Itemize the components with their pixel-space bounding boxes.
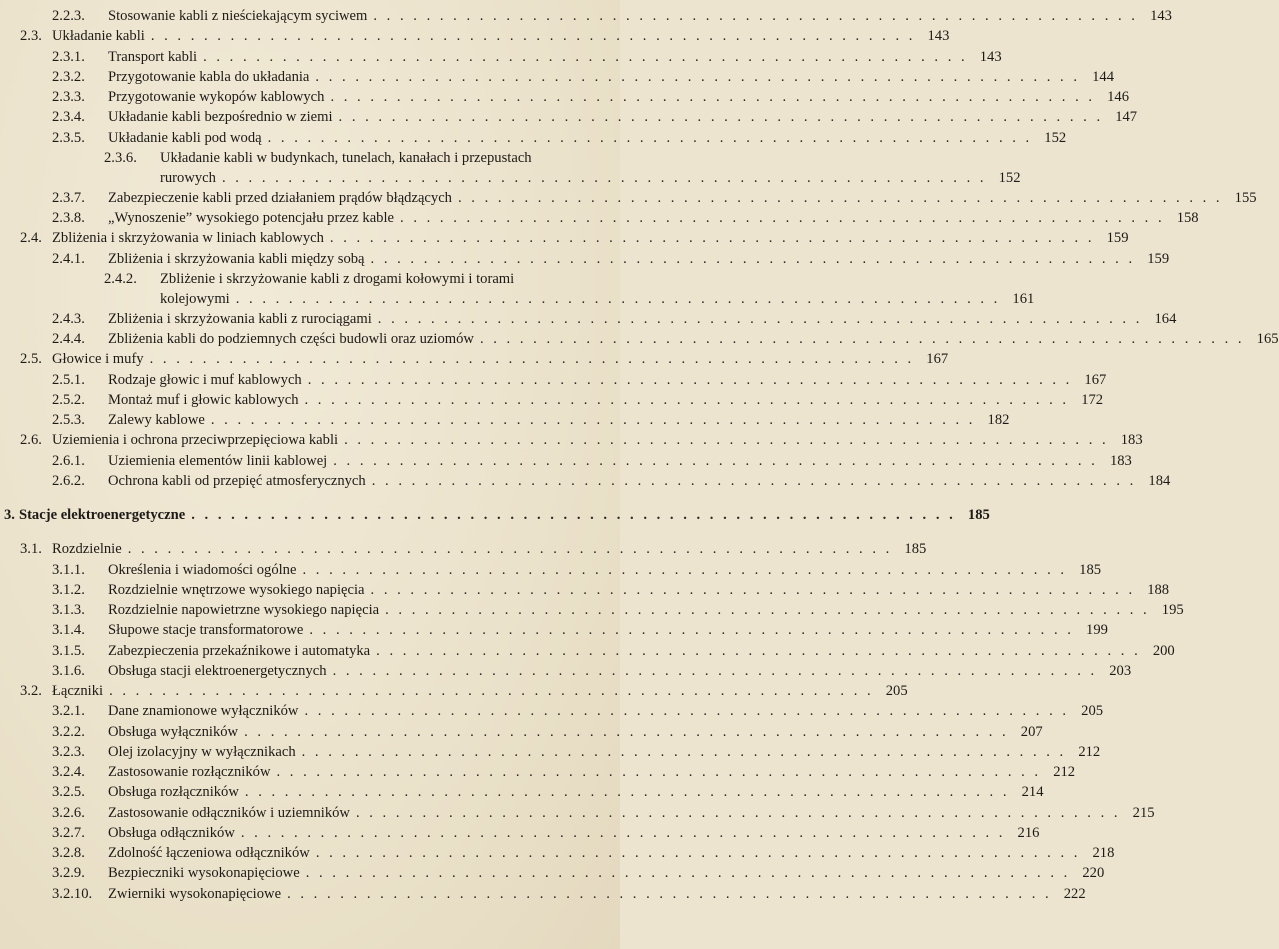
section-number: 2.4.2. (104, 270, 137, 287)
section-number: 2.5.1. (52, 371, 85, 388)
section-number: 3.1.1. (52, 561, 85, 578)
toc-entry (0, 26, 950, 46)
section-number: 2.2.3. (52, 8, 85, 24)
section-number: 2.4. (20, 230, 42, 247)
section-title: „Wynoszenie” wysokiego potencjału przez kable (108, 210, 395, 226)
section-number: 3.2.3. (52, 743, 85, 760)
section-title: Zbliżenia i skrzyżowania w liniach kablowych (52, 230, 324, 247)
toc-entry (0, 451, 1132, 471)
page-number: 200 (1152, 642, 1175, 659)
section-number: 2.4.1. (52, 250, 85, 267)
page-number: 165 (1256, 331, 1279, 347)
section-number: 2.3.1. (52, 48, 85, 65)
toc-entry (0, 823, 1040, 843)
dot-leader: . . . . . . . . . . . . . . . . . . . . . . . . . . . . . . . . . . . . . . . . . . . . . . . . . . . . . . . . . . (304, 703, 1070, 720)
dot-leader: . . . . . . . . . . . . . . . . . . . . . . . . . . . . . . . . . . . . . . . . . . . . . . . . . . . . . . . . . . (377, 310, 1143, 327)
dot-leader: . . . . . . . . . . . . . . . . . . . . . . . . . . . . . . . . . . . . . . . . . . . . . . . . . . . . . . . . . . (371, 472, 1137, 489)
page-number: 185 (967, 507, 990, 523)
dot-leader: . . . . . . . . . . . . . . . . . . . . . . . . . . . . . . . . . . . . . . . . . . . . . . . . . . . . . . . . . . (355, 804, 1121, 821)
page-number: 188 (1147, 581, 1170, 598)
toc-entry (0, 87, 1130, 107)
dot-leader: . . . . . . . . . . . . . . . . . . . . . . . . . . . . . . . . . . . . . . . . . . . . . . . . . . . . . . . . . . (309, 622, 1074, 639)
toc-entry (0, 249, 1170, 269)
section-title: Zastosowanie rozłączników (108, 764, 271, 780)
section-number: 2.5. (20, 351, 42, 368)
toc-entry-wrapped (0, 269, 1035, 309)
section-number: 2.6.2. (52, 472, 85, 489)
page-number: 184 (1148, 472, 1171, 489)
toc-entry (0, 128, 1067, 148)
section-number: 3.2.1. (52, 703, 85, 720)
section-title: Zwierniki wysokonapięciowe (108, 885, 282, 902)
dot-leader: . . . . . . . . . . . . . . . . . . . . . . . . . . . . . . . . . . . . . . . . . . . . . . . . . . . . . . . . . . (338, 109, 1104, 126)
section-title: Rodzaje głowic i muf kablowych (108, 371, 302, 388)
page-number: 212 (1053, 764, 1076, 780)
page-number: 167 (926, 351, 949, 368)
dot-leader: . . . . . . . . . . . . . . . . . . . . . . . . . . . . . . . . . . . . . . . . . . . . . . . . . . . . . . . . . . (109, 683, 874, 699)
section-title: Transport kabli (108, 48, 198, 65)
section-number: 3.2.9. (52, 865, 85, 882)
dot-leader: . . . . . . . . . . . . . . . . . . . . . . . . . . . . . . . . . . . . . . . . . . . . . . . . . . . . . . . . . . (305, 865, 1071, 882)
section-title: Bezpieczniki wysokonapięciowe (108, 865, 300, 882)
section-number: 2.3.3. (52, 89, 85, 105)
dot-leader: . . . . . . . . . . . . . . . . . . . . . . . . . . . . . . . . . . . . . . . . . . . . . . . . . . . . . . . . . . (301, 743, 1067, 760)
page-number: 216 (1017, 824, 1040, 841)
section-title: Zbliżenia kabli do podziemnych części budowli oraz uziomów (108, 331, 474, 347)
toc-entry (0, 580, 1170, 600)
section-number: 3.2. (20, 683, 42, 699)
dot-leader: . . . . . . . . . . . . . . . . . . . . . . . . . . . . . . . . . . . . . . . . . . . . . . . . . . . . . . . . . . (400, 210, 1165, 226)
section-number: 3.2.4. (52, 764, 85, 780)
dot-leader: . . . . . . . . . . . . . . . . . . . . . . . . . . . . . . . . . . . . . . . . . . . . . . . . . . . . . . . . . . (370, 250, 1136, 267)
toc-entry (0, 803, 1155, 823)
dot-leader: . . . . . . . . . . . . . . . . . . . . . . . . . . . . . . . . . . . . . . . . . . . . . . . . . . . . . . . . . . (149, 351, 915, 368)
toc-entry (0, 390, 1104, 410)
toc-entry (0, 67, 1114, 87)
section-number: 2.3. (20, 28, 42, 45)
section-number: 3.2.2. (52, 723, 85, 740)
toc-entry (0, 228, 1129, 248)
toc-entry-continuation (52, 168, 1021, 188)
page-number: 152 (1044, 129, 1067, 146)
dot-leader: . . . . . . . . . . . . . . . . . . . . . . . . . . . . . . . . . . . . . . . . . . . . . . . . . . . . . . . . . . (287, 885, 1052, 902)
section-number: 3.1. (20, 541, 42, 558)
section-number: 2.6. (20, 432, 42, 449)
page-number: 159 (1106, 230, 1129, 247)
section-title: Określenia i wiadomości ogólne (108, 561, 297, 578)
dot-leader: . . . . . . . . . . . . . . . . . . . . . . . . . . . . . . . . . . . . . . . . . . . . . . . . . . . . . . . . . . (302, 561, 1068, 578)
section-number: 2.5.2. (52, 391, 85, 408)
section-title: Łączniki (52, 683, 104, 699)
dot-leader: . . . . . . . . . . . . . . . . . . . . . . . . . . . . . . . . . . . . . . . . . . . . . . . . . . . . . . . . . . (267, 129, 1033, 146)
section-title: Obsługa rozłączników (108, 784, 239, 801)
page-number: 144 (1092, 68, 1114, 85)
page-number: 185 (904, 541, 927, 558)
page-number: 152 (998, 169, 1021, 186)
toc-entry (0, 329, 1279, 349)
section-number: 2.3.4. (52, 109, 85, 126)
toc-entry (0, 107, 1138, 127)
toc-entry (0, 6, 1172, 26)
toc-entry (0, 701, 1104, 721)
toc-entry (0, 471, 1171, 491)
section-title: Obsługa stacji elektroenergetycznych (108, 662, 327, 679)
section-title: Uziemienia i ochrona przeciwprzepięciowa kabli (52, 432, 339, 449)
section-title: Zdolność łączeniowa odłączników (108, 845, 310, 861)
dot-leader: . . . . . . . . . . . . . . . . . . . . . . . . . . . . . . . . . . . . . . . . . . . . . . . . . . . . . . . . . . (315, 845, 1081, 861)
page-number: 159 (1147, 250, 1170, 267)
toc-entry (0, 782, 1044, 802)
toc-entry-line (52, 148, 620, 168)
toc-entry (0, 560, 1102, 580)
page-number: 207 (1020, 723, 1043, 740)
toc-entry (0, 370, 1107, 390)
page-number: 183 (1120, 432, 1143, 449)
section-number: 2.5.3. (52, 412, 85, 428)
section-title: Stosowanie kabli z nieściekającym syciwem (108, 8, 368, 24)
section-number: 3.2.5. (52, 784, 85, 801)
dot-leader: . . . . . . . . . . . . . . . . . . . . . . . . . . . . . . . . . . . . . . . . . . . . . . . . . . . . . . . . . . (332, 662, 1098, 679)
dot-leader: . . . . . . . . . . . . . . . . . . . . . . . . . . . . . . . . . . . . . . . . . . . . . . . . . . . . . . . . . . (304, 391, 1070, 408)
section-number: 2.3.6. (104, 149, 137, 166)
section-title-continued: kolejowymi (160, 290, 230, 307)
toc-entry (0, 681, 908, 701)
section-number: 3.1.5. (52, 642, 85, 659)
section-number: 3.1.2. (52, 581, 85, 598)
dot-leader: . . . . . . . . . . . . . . . . . . . . . . . . . . . . . . . . . . . . . . . . . . . . . . . . . . . . . . . . . . (203, 48, 968, 65)
page-number: 158 (1176, 210, 1199, 226)
section-title: Zbliżenia i skrzyżowania kabli z rurociągami (108, 310, 372, 327)
section-title: Słupowe stacje transformatorowe (108, 622, 304, 639)
toc-entry (0, 309, 1177, 329)
page-number: 214 (1021, 784, 1044, 801)
dot-leader: . . . . . . . . . . . . . . . . . . . . . . . . . . . . . . . . . . . . . . . . . . . . . . . . . . . . . . . . . . (344, 432, 1109, 449)
table-of-contents (0, 6, 1279, 904)
page-number: 172 (1081, 391, 1104, 408)
dot-leader: . . . . . . . . . . . . . . . . . . . . . . . . . . . . . . . . . . . . . . . . . . . . . . . . . . . . . . . . . . (235, 290, 1001, 307)
toc-entry (0, 620, 1108, 640)
dot-leader: . . . . . . . . . . . . . . . . . . . . . . . . . . . . . . . . . . . . . . . . . . . . . . . . . . . . . . . . . . (457, 189, 1223, 206)
section-number: 2.6.1. (52, 452, 85, 469)
dot-leader: . . . . . . . . . . . . . . . . . . . . . . . . . . . . . . . . . . . . . . . . . . . . . . . . . . . . . . . . . . (315, 68, 1080, 85)
section-number: 2.4.3. (52, 310, 85, 327)
section-number: 2.3.7. (52, 189, 85, 206)
section-title: Rozdzielnie (52, 541, 122, 558)
toc-entry (0, 505, 990, 525)
dot-leader: . . . . . . . . . . . . . . . . . . . . . . . . . . . . . . . . . . . . . . . . . . . . . . . . . . . . . . . . . . (276, 764, 1042, 780)
toc-entry (0, 600, 1184, 620)
section-title: Zbliżenia i skrzyżowania kabli między sobą (108, 250, 365, 267)
section-number: 3.1.4. (52, 622, 85, 639)
toc-entry-continuation (52, 289, 1035, 309)
toc-entry (0, 430, 1143, 450)
page-number: 143 (927, 28, 950, 45)
dot-leader: . . . . . . . . . . . . . . . . . . . . . . . . . . . . . . . . . . . . . . . . . . . . . . . . . . . . . . . . . . (330, 89, 1096, 105)
section-title: Montaż muf i głowic kablowych (108, 391, 299, 408)
section-number: 3.1.3. (52, 602, 85, 618)
dot-leader: . . . . . . . . . . . . . . . . . . . . . . . . . . . . . . . . . . . . . . . . . . . . . . . . . . . . . . . . . . (370, 581, 1136, 598)
toc-entry (0, 410, 1010, 430)
page-number: 195 (1161, 602, 1184, 618)
section-title: Obsługa odłączników (108, 824, 235, 841)
section-title: Ochrona kabli od przepięć atmosferycznych (108, 472, 366, 489)
section-number: 2.3.8. (52, 210, 85, 226)
section-title: Obsługa wyłączników (108, 723, 239, 740)
dot-leader: . . . . . . . . . . . . . . . . . . . . . . . . . . . . . . . . . . . . . . . . . . . . . . . . . . . . . . . . . . (244, 723, 1009, 740)
toc-entry-line (52, 269, 620, 289)
dot-leader: . . . . . . . . . . . . . . . . . . . . . . . . . . . . . . . . . . . . . . . . . . . . . . . . . . . . . . . . . . (240, 824, 1006, 841)
dot-leader: . . . . . . . . . . . . . . . . . . . . . . . . . . . . . . . . . . . . . . . . . . . . . . . . . . . . . . . . . . (373, 8, 1138, 24)
dot-leader: . . . . . . . . . . . . . . . . . . . . . . . . . . . . . . . . . . . . . . . . . . . . . . . . . . . . . . . . . . (376, 642, 1141, 659)
page-number: 185 (1079, 561, 1102, 578)
page-number: 143 (979, 48, 1002, 65)
dot-leader: . . . . . . . . . . . . . . . . . . . . . . . . . . . . . . . . . . . . . . . . . . . . . . . . . . . . . . . . . . (221, 169, 987, 186)
section-title: Uziemienia elementów linii kablowej (108, 452, 328, 469)
section-number: 3.1.6. (52, 662, 85, 679)
section-title: Olej izolacyjny w wyłącznikach (108, 743, 296, 760)
toc-entry (0, 843, 1115, 863)
toc-entry (0, 722, 1043, 742)
section-number: 3.2.10. (52, 885, 93, 902)
toc-entry (0, 641, 1175, 661)
page-number: 199 (1086, 622, 1108, 639)
page-number: 220 (1082, 865, 1105, 882)
page-number: 205 (1081, 703, 1104, 720)
toc-entry (0, 539, 927, 559)
page-number: 155 (1234, 189, 1257, 206)
section-number: 2.4.4. (52, 331, 85, 347)
page-number: 212 (1078, 743, 1101, 760)
section-number: 3.2.7. (52, 824, 85, 841)
section-gap (0, 491, 620, 505)
toc-entry (0, 47, 1002, 67)
section-title: Zbliżenie i skrzyżowanie kabli z drogami kołowymi i torami (160, 270, 515, 287)
toc-entry (0, 884, 1086, 904)
section-title-continued: rurowych (160, 169, 216, 186)
section-title: Układanie kabli w budynkach, tunelach, kanałach i przepustach (160, 149, 532, 166)
section-title: Dane znamionowe wyłączników (108, 703, 299, 720)
page-number: 167 (1084, 371, 1107, 388)
section-number: 2.3.2. (52, 68, 85, 85)
section-gap (0, 525, 620, 539)
section-title: Zabezpieczenie kabli przed działaniem prądów błądzących (108, 189, 452, 206)
dot-leader: . . . . . . . . . . . . . . . . . . . . . . . . . . . . . . . . . . . . . . . . . . . . . . . . . . . . . . . . . . (191, 507, 956, 523)
section-title: Układanie kabli (52, 28, 145, 45)
section-number: 3. (4, 507, 15, 523)
toc-entry (0, 742, 1101, 762)
section-number: 3.2.6. (52, 804, 85, 821)
page-number: 143 (1150, 8, 1172, 24)
dot-leader: . . . . . . . . . . . . . . . . . . . . . . . . . . . . . . . . . . . . . . . . . . . . . . . . . . . . . . . . . . (385, 602, 1150, 618)
section-title: Przygotowanie wykopów kablowych (108, 89, 325, 105)
toc-entry (0, 762, 1076, 782)
dot-leader: . . . . . . . . . . . . . . . . . . . . . . . . . . . . . . . . . . . . . . . . . . . . . . . . . . . . . . . . . . (244, 784, 1010, 801)
toc-entry (0, 863, 1105, 883)
dot-leader: . . . . . . . . . . . . . . . . . . . . . . . . . . . . . . . . . . . . . . . . . . . . . . . . . . . . . . . . . . (127, 541, 893, 558)
toc-entry (0, 661, 1132, 681)
page-number: 205 (885, 683, 908, 699)
page-number: 146 (1107, 89, 1130, 105)
page-number: 147 (1115, 109, 1138, 126)
section-title: Przygotowanie kabla do układania (108, 68, 310, 85)
section-title: Rozdzielnie napowietrzne wysokiego napięcia (108, 602, 380, 618)
page-number: 182 (987, 412, 1010, 428)
page-number: 161 (1012, 290, 1035, 307)
page-number: 215 (1132, 804, 1155, 821)
dot-leader: . . . . . . . . . . . . . . . . . . . . . . . . . . . . . . . . . . . . . . . . . . . . . . . . . . . . . . . . . . (479, 331, 1245, 347)
dot-leader: . . . . . . . . . . . . . . . . . . . . . . . . . . . . . . . . . . . . . . . . . . . . . . . . . . . . . . . . . . (329, 230, 1095, 247)
dot-leader: . . . . . . . . . . . . . . . . . . . . . . . . . . . . . . . . . . . . . . . . . . . . . . . . . . . . . . . . . . (333, 452, 1098, 469)
section-number: 2.3.5. (52, 129, 85, 146)
section-title: Zastosowanie odłączników i uziemników (108, 804, 350, 821)
toc-entry-wrapped (0, 148, 1021, 188)
section-title: Głowice i mufy (52, 351, 144, 368)
toc-entry (0, 188, 1257, 208)
page-number: 164 (1154, 310, 1177, 327)
dot-leader: . . . . . . . . . . . . . . . . . . . . . . . . . . . . . . . . . . . . . . . . . . . . . . . . . . . . . . . . . . (150, 28, 916, 45)
page-number: 183 (1109, 452, 1132, 469)
toc-entry (0, 349, 949, 369)
page-number: 203 (1109, 662, 1132, 679)
dot-leader: . . . . . . . . . . . . . . . . . . . . . . . . . . . . . . . . . . . . . . . . . . . . . . . . . . . . . . . . . . (307, 371, 1073, 388)
section-title: Rozdzielnie wnętrzowe wysokiego napięcia (108, 581, 365, 598)
page-number: 222 (1063, 885, 1086, 902)
page-number: 218 (1092, 845, 1115, 861)
section-number: 3.2.8. (52, 845, 85, 861)
section-title: Stacje elektroenergetyczne (18, 507, 186, 523)
dot-leader: . . . . . . . . . . . . . . . . . . . . . . . . . . . . . . . . . . . . . . . . . . . . . . . . . . . . . . . . . . (210, 412, 976, 428)
section-title: Zalewy kablowe (108, 412, 205, 428)
section-title: Zabezpieczenia przekaźnikowe i automatyka (108, 642, 371, 659)
section-title: Układanie kabli bezpośrednio w ziemi (108, 109, 333, 126)
section-title: Układanie kabli pod wodą (108, 129, 262, 146)
toc-entry (0, 208, 1199, 228)
